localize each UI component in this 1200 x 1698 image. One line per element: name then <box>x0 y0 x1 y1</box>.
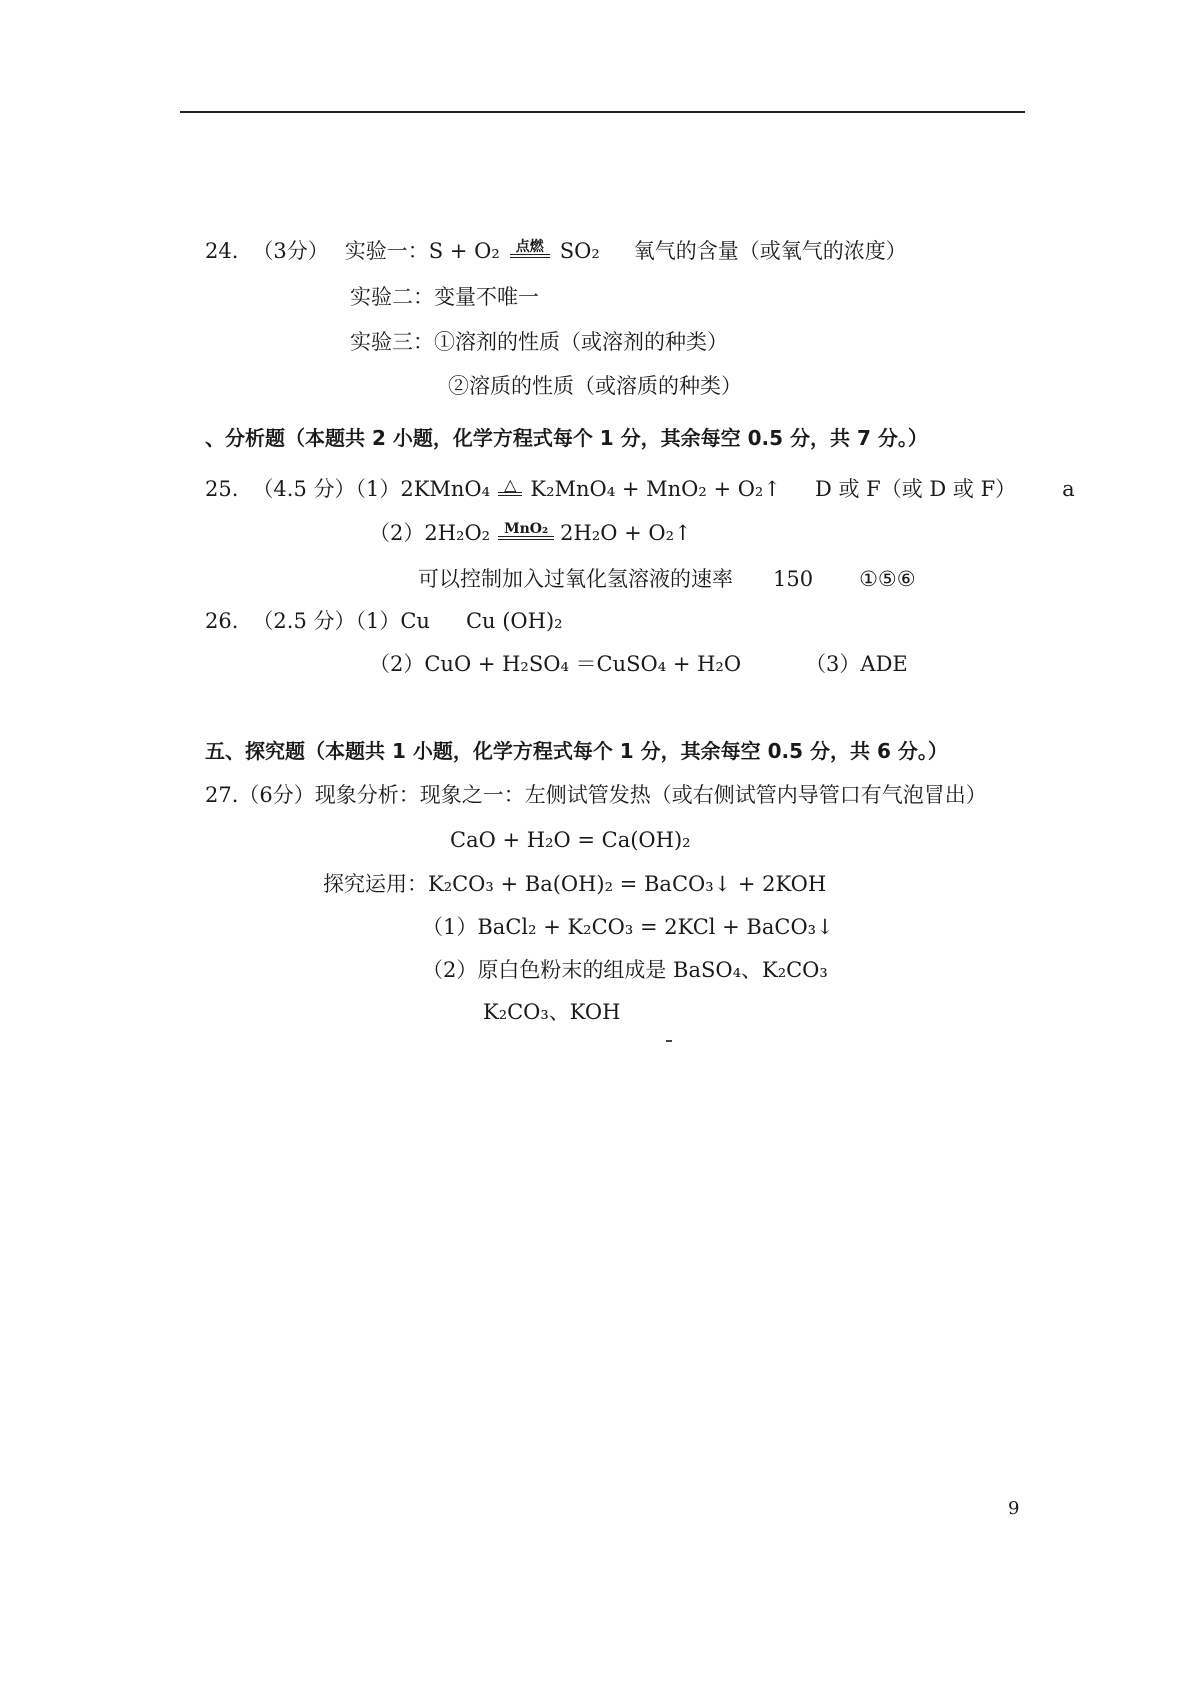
q25-p1-label: （1） <box>355 477 401 501</box>
stray-mark <box>666 1040 672 1042</box>
q24-number: 24. <box>205 239 239 263</box>
q27-line-3: 探究运用：K₂CO₃ + Ba(OH)₂ = BaCO₃↓ + 2KOH <box>323 872 827 896</box>
q27-line-5: （2）原白色粉末的组成是 BaSO₄、K₂CO₃ <box>422 958 828 982</box>
q24-exp1-eq-left: S + O₂ <box>428 239 500 263</box>
q25-p1-eq-left: 2KMnO₄ <box>400 477 491 501</box>
q25-p1-answer2: a <box>1062 477 1075 501</box>
q25-p2-eq-right: 2H₂O + O₂↑ <box>560 521 692 545</box>
q25-points: （4.5 分） <box>252 477 356 501</box>
q25-line-1 <box>205 475 1075 503</box>
q25-line-2 <box>369 519 692 547</box>
q24-exp1-answer: 氧气的含量（或氧气的浓度） <box>633 239 907 263</box>
q26-p1-label: （1） <box>355 609 401 633</box>
q25-p1-reaction-arrow <box>498 475 522 503</box>
q25-p2-choice: ①⑤⑥ <box>859 567 916 591</box>
q26-line-2 <box>369 650 908 678</box>
q25-p2-value: 150 <box>773 567 814 591</box>
q25-p1-condition: △ <box>498 478 522 493</box>
q24-exp3-2: ②溶质的性质（或溶质的种类） <box>448 374 742 398</box>
q24-exp1-condition: 点燃 <box>510 240 550 255</box>
q26-number: 26. <box>205 609 239 633</box>
q25-p2-label: （2） <box>369 521 425 545</box>
q27-line-6: K₂CO₃、KOH <box>483 1000 621 1024</box>
q25-p1-answer: D 或 F（或 D 或 F） <box>814 477 1017 501</box>
q27-line-4: （1）BaCl₂ + K₂CO₃ = 2KCl + BaCO₃↓ <box>422 915 834 939</box>
page-number: 9 <box>1008 1498 1020 1519</box>
q25-p2-eq-left: 2H₂O₂ <box>424 521 491 545</box>
q24-exp1-reaction-arrow <box>510 240 550 265</box>
q26-p3: （3）ADE <box>805 652 908 676</box>
q25-p2-reaction-arrow <box>498 522 554 547</box>
q26-p2: （2）CuO + H₂SO₄ ＝CuSO₄ + H₂O <box>369 652 742 676</box>
q26-points: （2.5 分） <box>252 609 356 633</box>
q25-p2-answer: 可以控制加入过氧化氢溶液的速率 <box>418 567 733 591</box>
q25-p2-condition: MnO₂ <box>498 522 554 537</box>
section4-heading: 、分析题（本题共 2 小题，化学方程式每个 1 分，其余每空 0.5 分，共 7 分。） <box>205 426 928 450</box>
q26-line-1 <box>205 607 563 635</box>
q26-p1-a: Cu <box>400 609 430 633</box>
q27-line-2: CaO + H₂O = Ca(OH)₂ <box>450 828 691 852</box>
q25-number: 25. <box>205 477 239 501</box>
q24-line-1 <box>205 237 907 265</box>
section5-heading: 五、探究题（本题共 1 小题，化学方程式每个 1 分，其余每空 0.5 分，共 6 分。） <box>205 739 948 763</box>
q24-exp1-label: 实验一： <box>344 239 429 263</box>
q24-exp1-eq-right: SO₂ <box>559 239 600 263</box>
header-rule <box>180 111 1025 113</box>
q24-points: （3分） <box>252 239 329 263</box>
q25-line-3 <box>418 565 916 593</box>
q24-exp3-1: 实验三：①溶剂的性质（或溶剂的种类） <box>350 330 728 354</box>
q26-p1-b: Cu (OH)₂ <box>465 609 563 633</box>
q24-exp2: 实验二：变量不唯一 <box>350 285 539 309</box>
q25-p1-eq-right: K₂MnO₄ + MnO₂ + O₂↑ <box>530 477 781 501</box>
q27-line-1: 27.（6分）现象分析：现象之一：左侧试管发热（或右侧试管内导管口有气泡冒出） <box>205 783 987 807</box>
